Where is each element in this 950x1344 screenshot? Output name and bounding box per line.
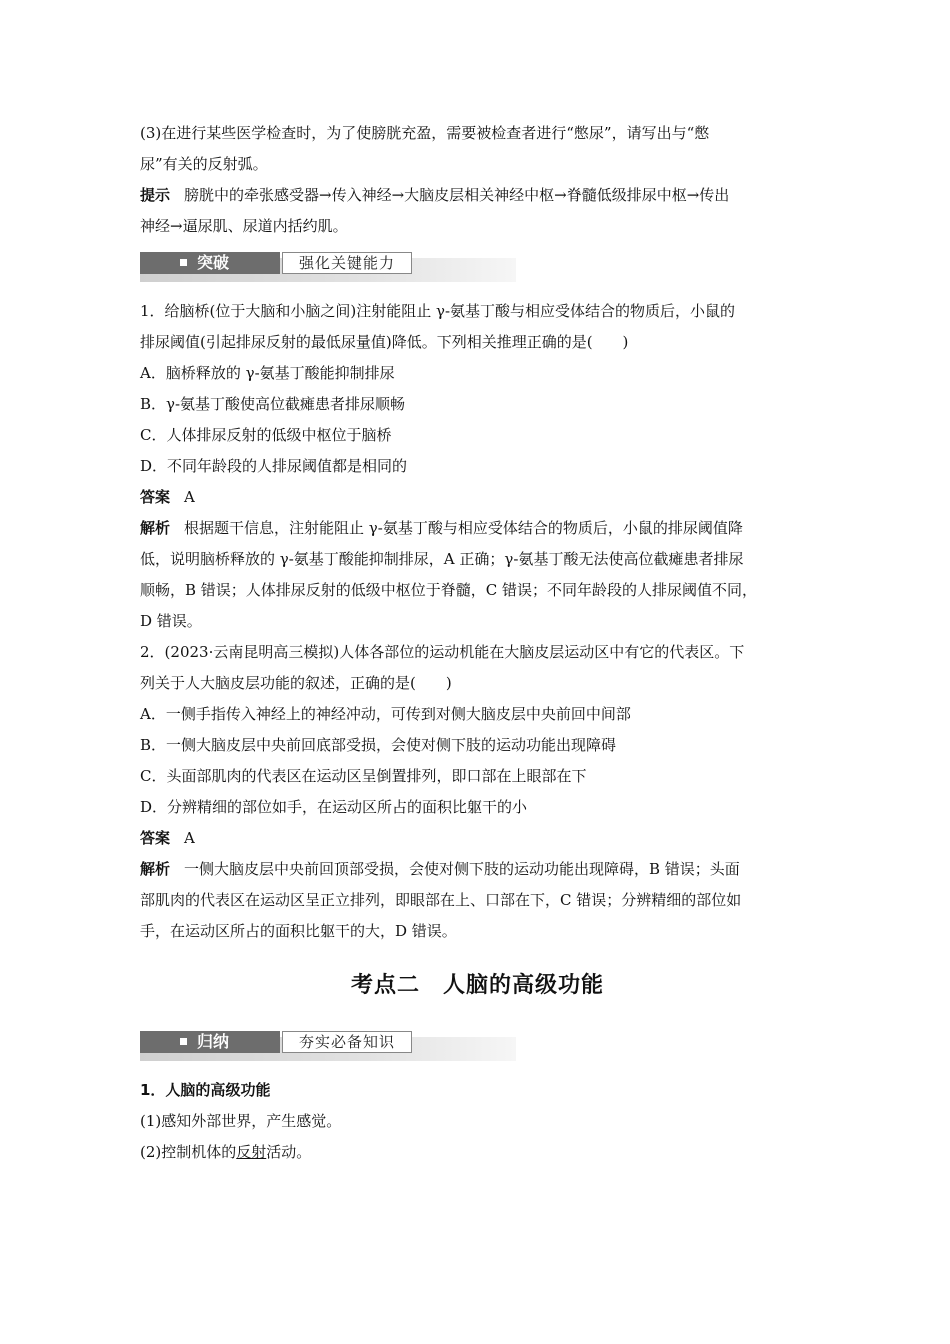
section-banner-summary xyxy=(140,1027,815,1061)
summary-item-2: (2)控制机体的反射活动。 xyxy=(140,1143,312,1161)
q2-option-a: A．一侧手指传入神经上的神经冲动，可传到对侧大脑皮层中央前回中间部 xyxy=(140,705,631,723)
q2-analysis: 解析 一侧大脑皮层中央前回顶部受损，会使对侧下肢的运动功能出现障碍，B 错误；头面 部肌肉的代表区在运动区呈正立排列，即眼部在上、口部在下，C 错误；分辨精细的部位如 手，在运动区所占的面积比躯干的大，D 错误。 xyxy=(140,860,742,940)
fill-blank: 反射 xyxy=(236,1143,267,1161)
square-bullet-icon xyxy=(180,1038,187,1045)
q1-answer: 答案 A xyxy=(140,488,195,506)
banner-dark-label: 归纳 xyxy=(140,1031,280,1053)
section-title: 考点二 人脑的高级功能 xyxy=(350,973,604,998)
square-bullet-icon xyxy=(180,259,187,266)
q1-option-b: B．γ-氨基丁酸使高位截瘫患者排尿顺畅 xyxy=(140,395,406,413)
summary-item-1: (1)感知外部世界，产生感觉。 xyxy=(140,1112,342,1130)
q2-option-c: C．头面部肌肉的代表区在运动区呈倒置排列，即口部在上眼部在下 xyxy=(140,767,587,785)
summary-title: 1．人脑的高级功能 xyxy=(140,1081,271,1099)
banner-dark-label: 突破 xyxy=(140,252,280,274)
hint-paragraph: 提示 膀胱中的牵张感受器→传入神经→大脑皮层相关神经中枢→脊髓低级排尿中枢→传出 神经→逼尿肌、尿道内括约肌。 xyxy=(140,186,730,235)
banner-light-label: 强化关键能力 xyxy=(282,252,412,274)
question-3-text: (3)在进行某些医学检查时，为了使膀胱充盈，需要被检查者进行“憋尿”，请写出与“憋 尿”有关的反射弧。 xyxy=(140,124,710,173)
q1-option-d: D．不同年龄段的人排尿阈值都是相同的 xyxy=(140,457,408,475)
q1-option-a: A．脑桥释放的 γ-氨基丁酸能抑制排尿 xyxy=(140,364,395,382)
banner-light-label: 夯实必备知识 xyxy=(282,1031,412,1053)
q1-option-c: C．人体排尿反射的低级中枢位于脑桥 xyxy=(140,426,392,444)
question-2-stem: 2．(2023·云南昆明高三模拟)人体各部位的运动机能在大脑皮层运动区中有它的代表区。下 列关于人大脑皮层功能的叙述，正确的是( ) xyxy=(140,643,745,692)
hint-label: 提示 xyxy=(140,186,171,204)
section-banner-breakthrough xyxy=(140,248,815,282)
q2-option-d: D．分辨精细的部位如手，在运动区所占的面积比躯干的小 xyxy=(140,798,528,816)
question-1-stem: 1．给脑桥(位于大脑和小脑之间)注射能阻止 γ-氨基丁酸与相应受体结合的物质后，小鼠的 排尿阈值(引起排尿反射的最低尿量值)降低。下列相关推理正确的是( ) xyxy=(140,302,736,351)
document-page xyxy=(140,118,815,1168)
q2-answer: 答案 A xyxy=(140,829,195,847)
q1-analysis: 解析 根据题干信息，注射能阻止 γ-氨基丁酸与相应受体结合的物质后，小鼠的排尿阈值降 低，说明脑桥释放的 γ-氨基丁酸能抑制排尿，A 正确；γ-氨基丁酸无法使高位截瘫患者排尿 顺畅，B 错误；人体排尿反射的低级中枢位于脊髓，C 错误；不同年龄段的人排尿阈值不同， D 错误。 xyxy=(140,519,758,630)
q2-option-b: B．一侧大脑皮层中央前回底部受损，会使对侧下肢的运动功能出现障碍 xyxy=(140,736,617,754)
